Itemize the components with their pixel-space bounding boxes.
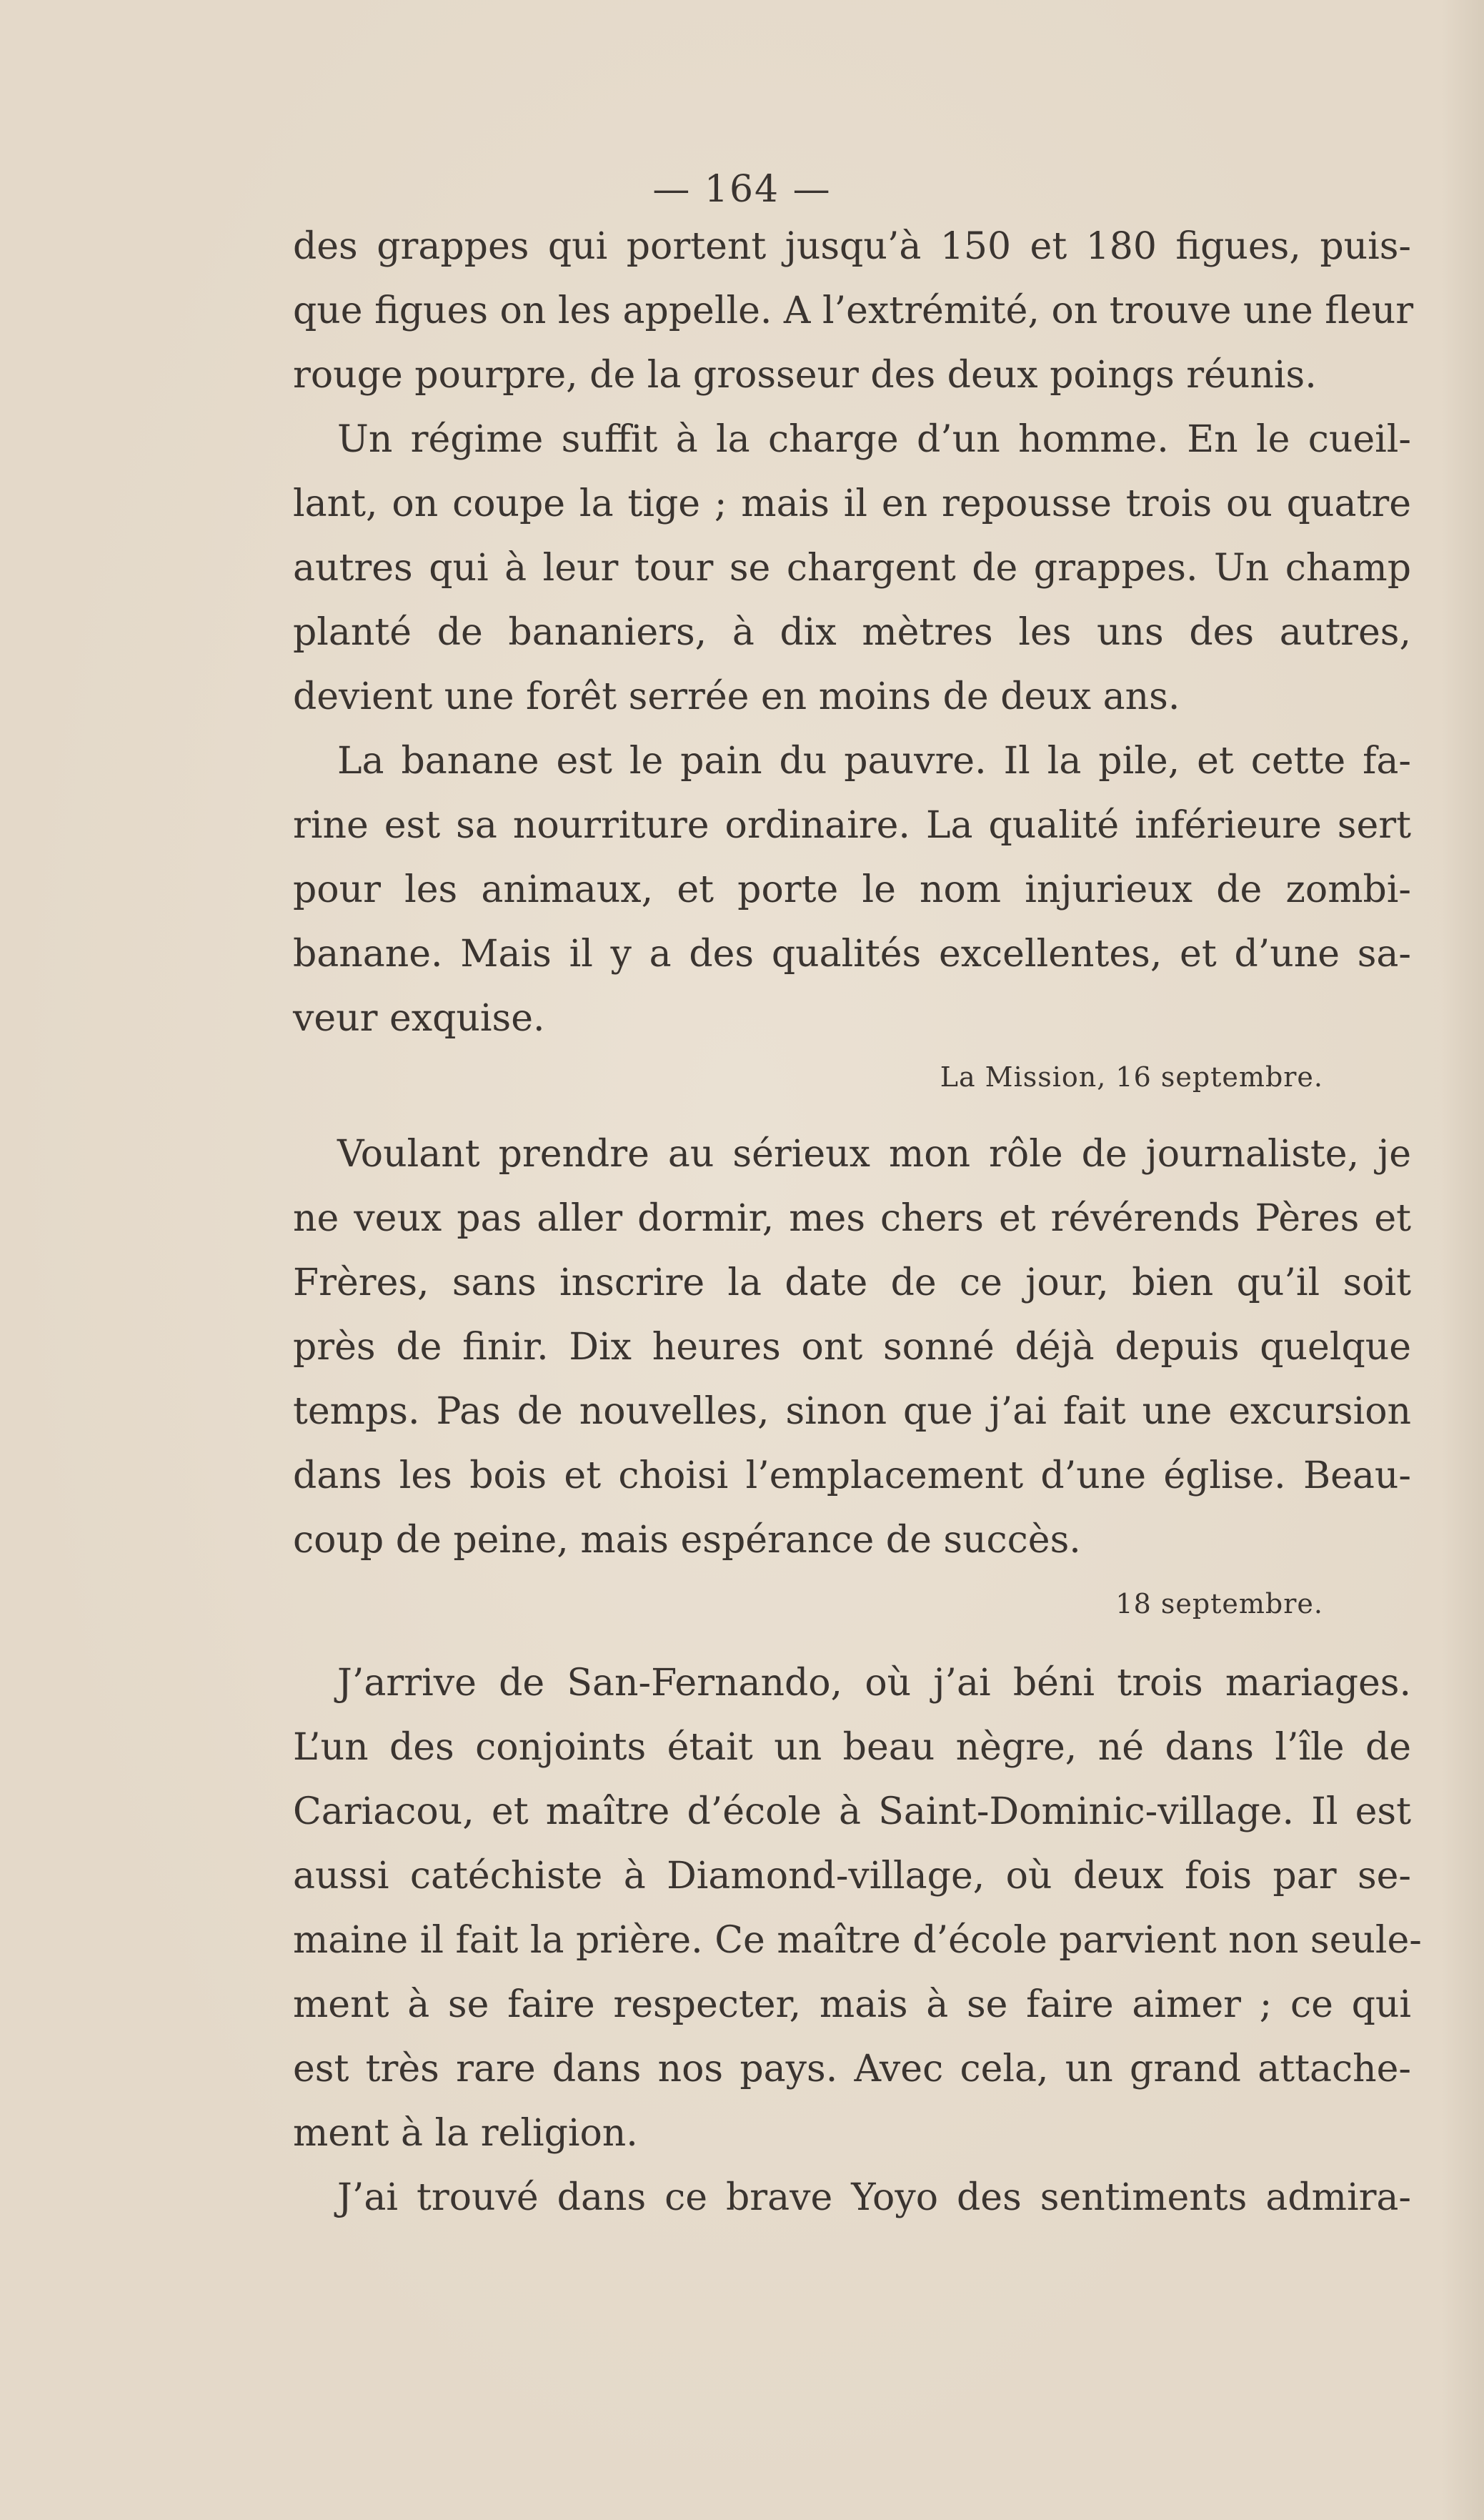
paragraph-block-bananas — [293, 214, 1414, 1051]
text-line: La banane est le pain du pauvre. Il la pile, et cette fa- — [337, 740, 1411, 783]
text-line: autres qui à leur tour se chargent de grappes. Un champ — [293, 547, 1411, 590]
text-line: ne veux pas aller dormir, mes chers et révérends Pères et — [293, 1197, 1411, 1240]
text-line: lant, on coupe la tige ; mais il en repousse trois ou quatre — [293, 482, 1411, 525]
dateline-16-septembre: La Mission, 16 septembre. — [940, 1061, 1323, 1093]
text-line: planté de bananiers, à dix mètres les uns des autres, — [293, 611, 1411, 654]
text-line: pour les animaux, et porte le nom injurieux de zombi- — [293, 868, 1411, 911]
page-edge-shadow — [1441, 0, 1484, 2520]
text-line: ment à se faire respecter, mais à se faire aimer ; ce qui — [293, 1983, 1411, 2026]
text-line: maine il fait la prière. Ce maître d’école parvient non seule- — [293, 1919, 1422, 1962]
text-line: rouge pourpre, de la grosseur des deux poings réunis. — [293, 354, 1317, 397]
text-line: dans les bois et choisi l’emplacement d’une église. Beau- — [293, 1454, 1411, 1497]
text-line: que figues on les appelle. A l’extrémité, on trouve une fleur — [293, 289, 1414, 332]
text-line: rine est sa nourriture ordinaire. La qualité inférieure sert — [293, 804, 1411, 847]
text-line: devient une forêt serrée en moins de deux ans. — [293, 675, 1180, 718]
text-line: Un régime suffit à la charge d’un homme. En le cueil- — [337, 418, 1411, 461]
text-line: près de finir. Dix heures ont sonné déjà depuis quelque — [293, 1326, 1411, 1369]
text-line: temps. Pas de nouvelles, sinon que j’ai fait une excursion — [293, 1390, 1411, 1433]
text-line: J’arrive de San-Fernando, où j’ai béni trois mariages. — [337, 1662, 1411, 1705]
text-line: Frères, sans inscrire la date de ce jour, bien qu’il soit — [293, 1261, 1411, 1304]
text-line: coup de peine, mais espérance de succès. — [293, 1519, 1081, 1562]
page-number: — 164 — — [652, 168, 832, 211]
paragraph-block-san-fernando — [293, 1651, 1422, 2230]
text-line: Voulant prendre au sérieux mon rôle de journaliste, je — [337, 1133, 1411, 1176]
text-line: aussi catéchiste à Diamond-village, où deux fois par se- — [293, 1855, 1411, 1898]
text-line: L’un des conjoints était un beau nègre, né dans l’île de — [293, 1726, 1411, 1769]
text-line: est très rare dans nos pays. Avec cela, un grand attache- — [293, 2048, 1411, 2090]
text-line: veur exquise. — [293, 997, 545, 1040]
text-line: J’ai trouvé dans ce brave Yoyo des sentiments admira- — [337, 2176, 1411, 2219]
text-line: ment à la religion. — [293, 2112, 638, 2155]
text-line: banane. Mais il y a des qualités excellentes, et d’une sa- — [293, 933, 1411, 976]
text-line: des grappes qui portent jusqu’à 150 et 180 figues, puis- — [293, 225, 1411, 268]
text-line: Cariacou, et maître d’école à Saint-Dominic-village. Il est — [293, 1790, 1411, 1833]
paragraph-block-journal — [293, 1122, 1411, 1572]
dateline-18-septembre: 18 septembre. — [1115, 1588, 1323, 1619]
